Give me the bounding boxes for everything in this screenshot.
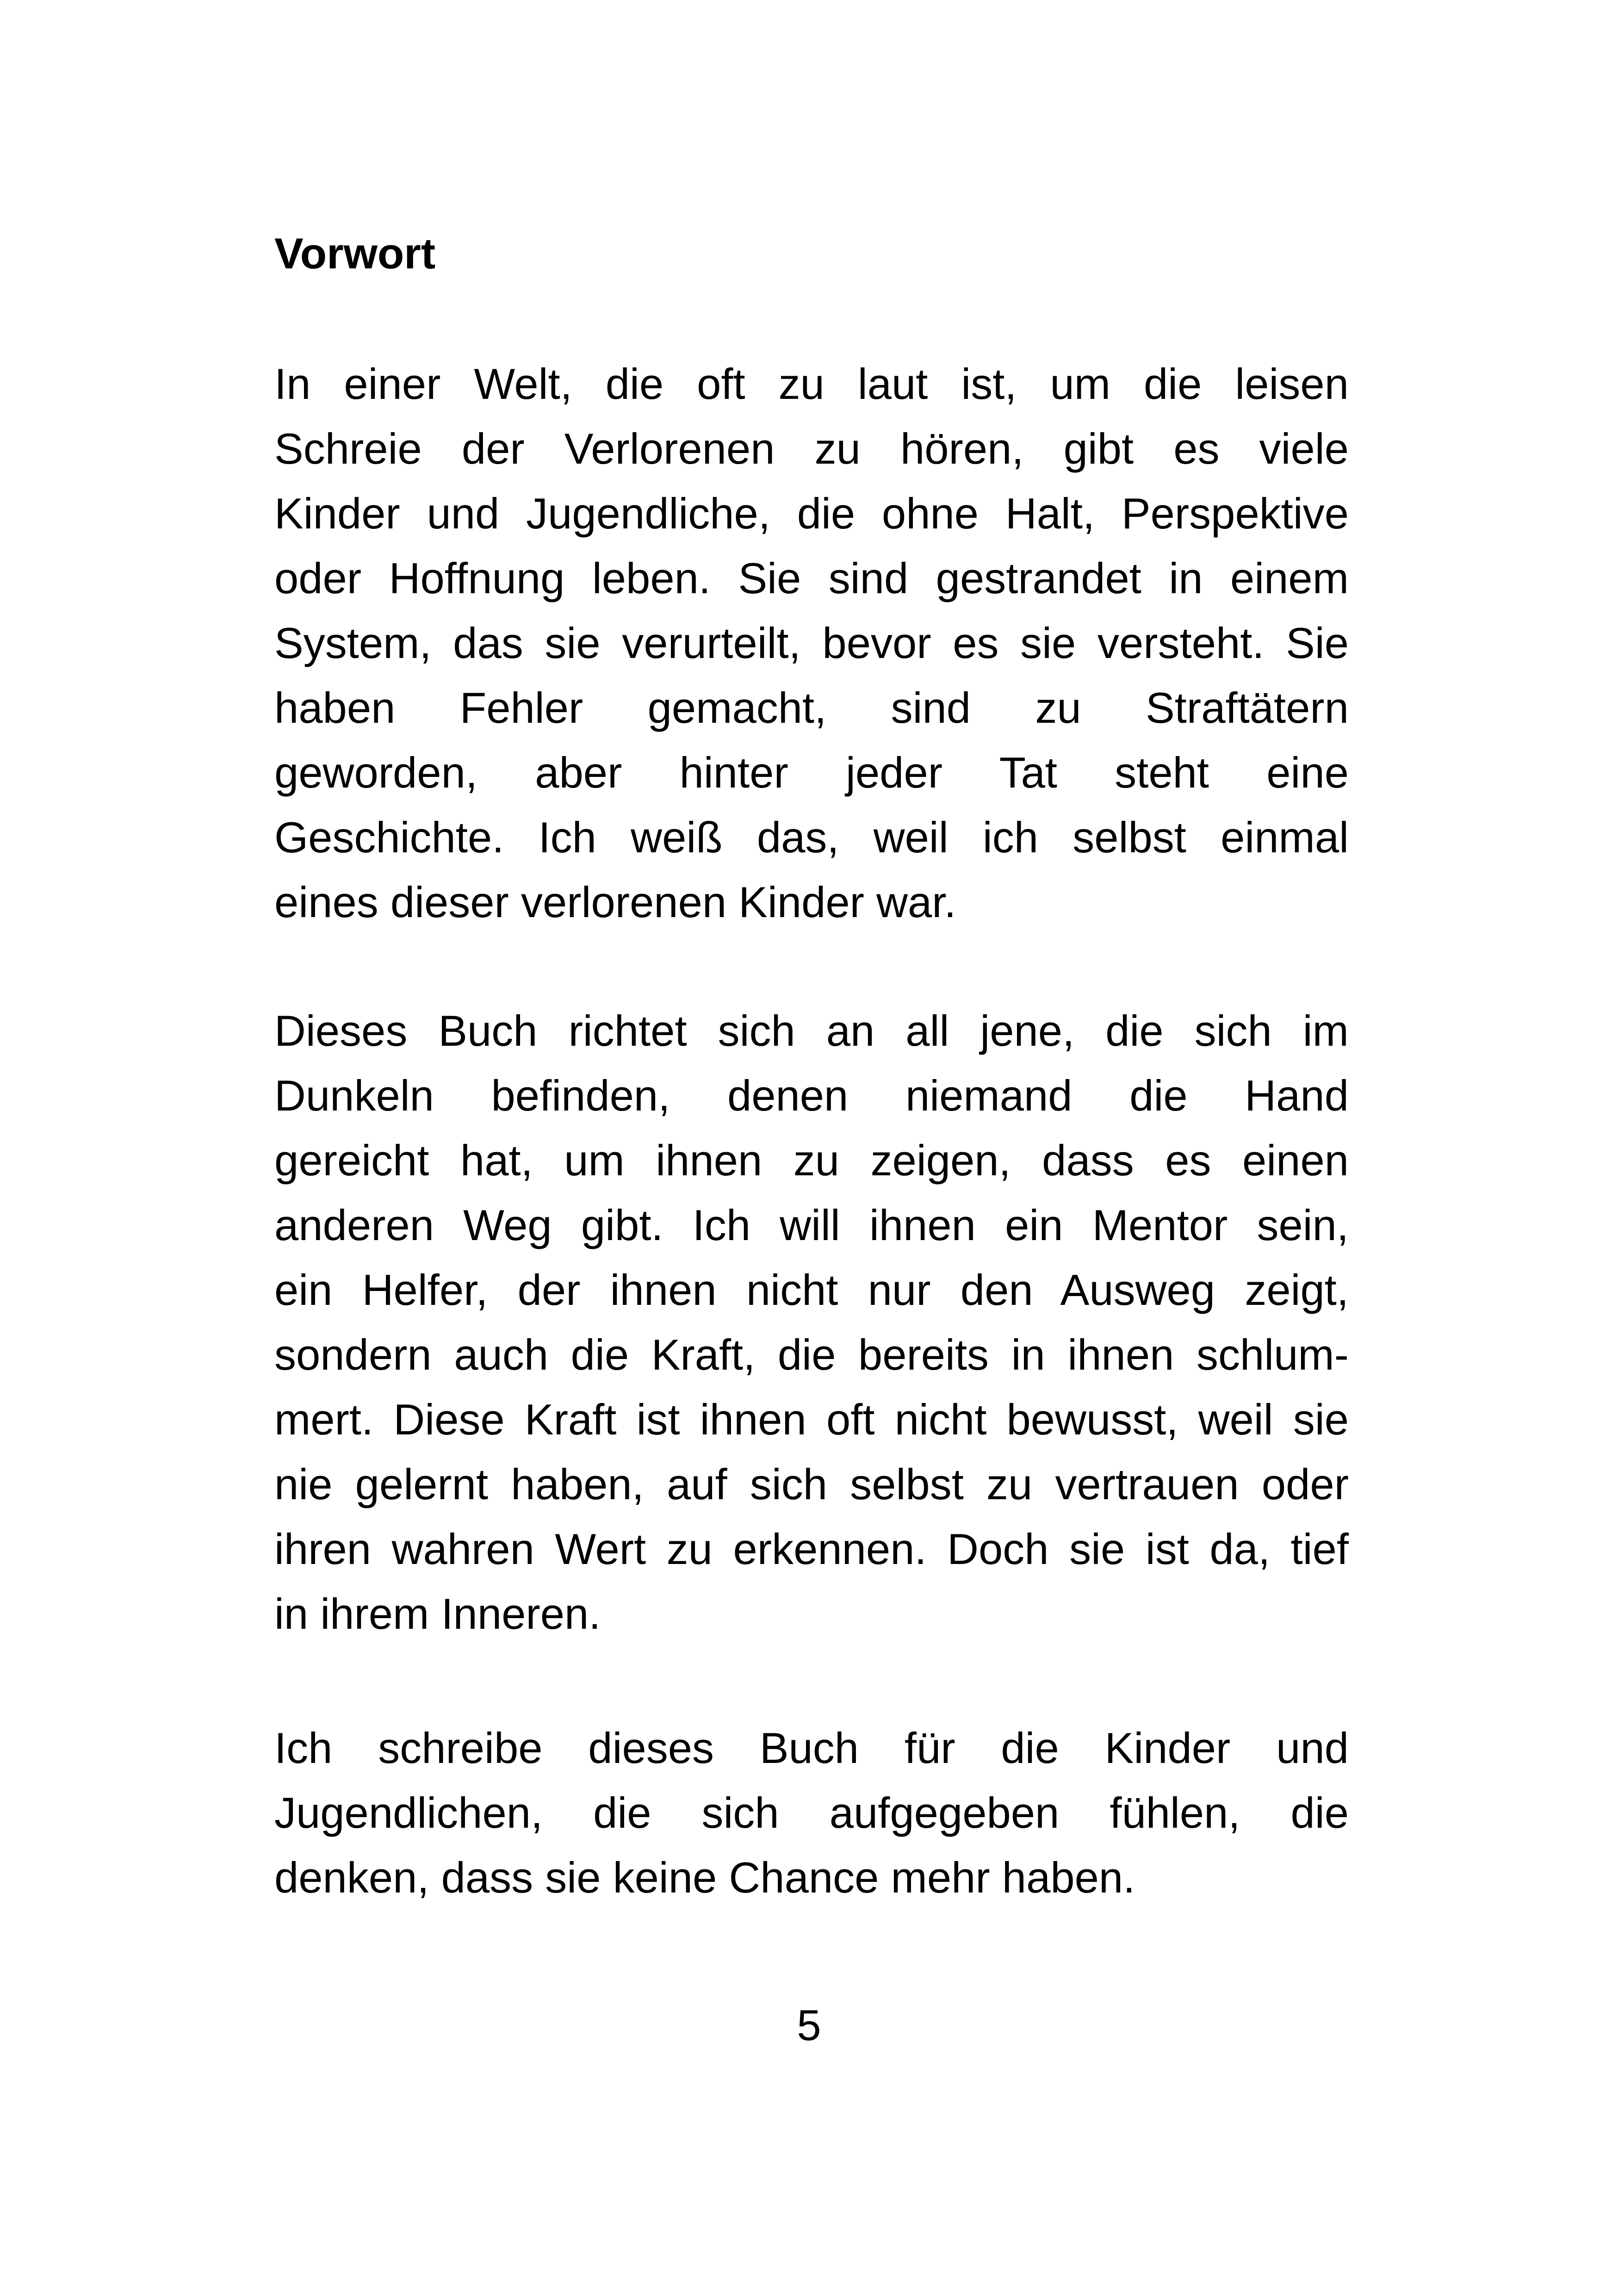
text-line: Dieses Buch richtet sich an all jene, die sich im [274, 1006, 1349, 1055]
text-line: Dunkeln befinden, denen niemand die Hand [274, 1071, 1349, 1120]
text-line: eines dieser verlorenen Kinder war. [274, 878, 956, 926]
text-line: ein Helfer, der ihnen nicht nur den Ausweg zeigt, [274, 1266, 1349, 1314]
paragraph-2 [274, 999, 1349, 1646]
text-line: haben Fehler gemacht, sind zu Straftätern [274, 683, 1349, 732]
text-line: gereicht hat, um ihnen zu zeigen, dass es einen [274, 1136, 1349, 1185]
text-line: Kinder und Jugendliche, die ohne Halt, Perspektive [274, 489, 1349, 538]
text-line: Jugendlichen, die sich aufgegeben fühlen, die [274, 1788, 1349, 1837]
text-line: sondern auch die Kraft, die bereits in ihnen schlum- [274, 1330, 1349, 1379]
text-line: ihren wahren Wert zu erkennen. Doch sie ist da, tief [274, 1525, 1349, 1573]
text-line: Schreie der Verlorenen zu hören, gibt es viele [274, 424, 1349, 473]
text-line: mert. Diese Kraft ist ihnen oft nicht bewusst, weil sie [274, 1395, 1349, 1444]
text-line: System, das sie verurteilt, bevor es sie versteht. Sie [274, 619, 1349, 667]
paragraph-1 [274, 352, 1349, 935]
text-line: in ihrem Inneren. [274, 1589, 601, 1638]
paragraph-3 [274, 1716, 1349, 1910]
text-line: In einer Welt, die oft zu laut ist, um die leisen [274, 360, 1349, 408]
text-line: Geschichte. Ich weiß das, weil ich selbst einmal [274, 813, 1349, 862]
text-line: nie gelernt haben, auf sich selbst zu vertrauen oder [274, 1460, 1349, 1508]
text-line: denken, dass sie keine Chance mehr haben. [274, 1853, 1135, 1902]
text-line: geworden, aber hinter jeder Tat steht eine [274, 748, 1349, 797]
text-line: Ich schreibe dieses Buch für die Kinder und [274, 1724, 1349, 1772]
text-line: oder Hoffnung leben. Sie sind gestrandet in einem [274, 554, 1349, 602]
chapter-heading: Vorwort [274, 229, 436, 278]
text-line: anderen Weg gibt. Ich will ihnen ein Mentor sein, [274, 1201, 1349, 1249]
page-number: 5 [797, 2001, 821, 2049]
